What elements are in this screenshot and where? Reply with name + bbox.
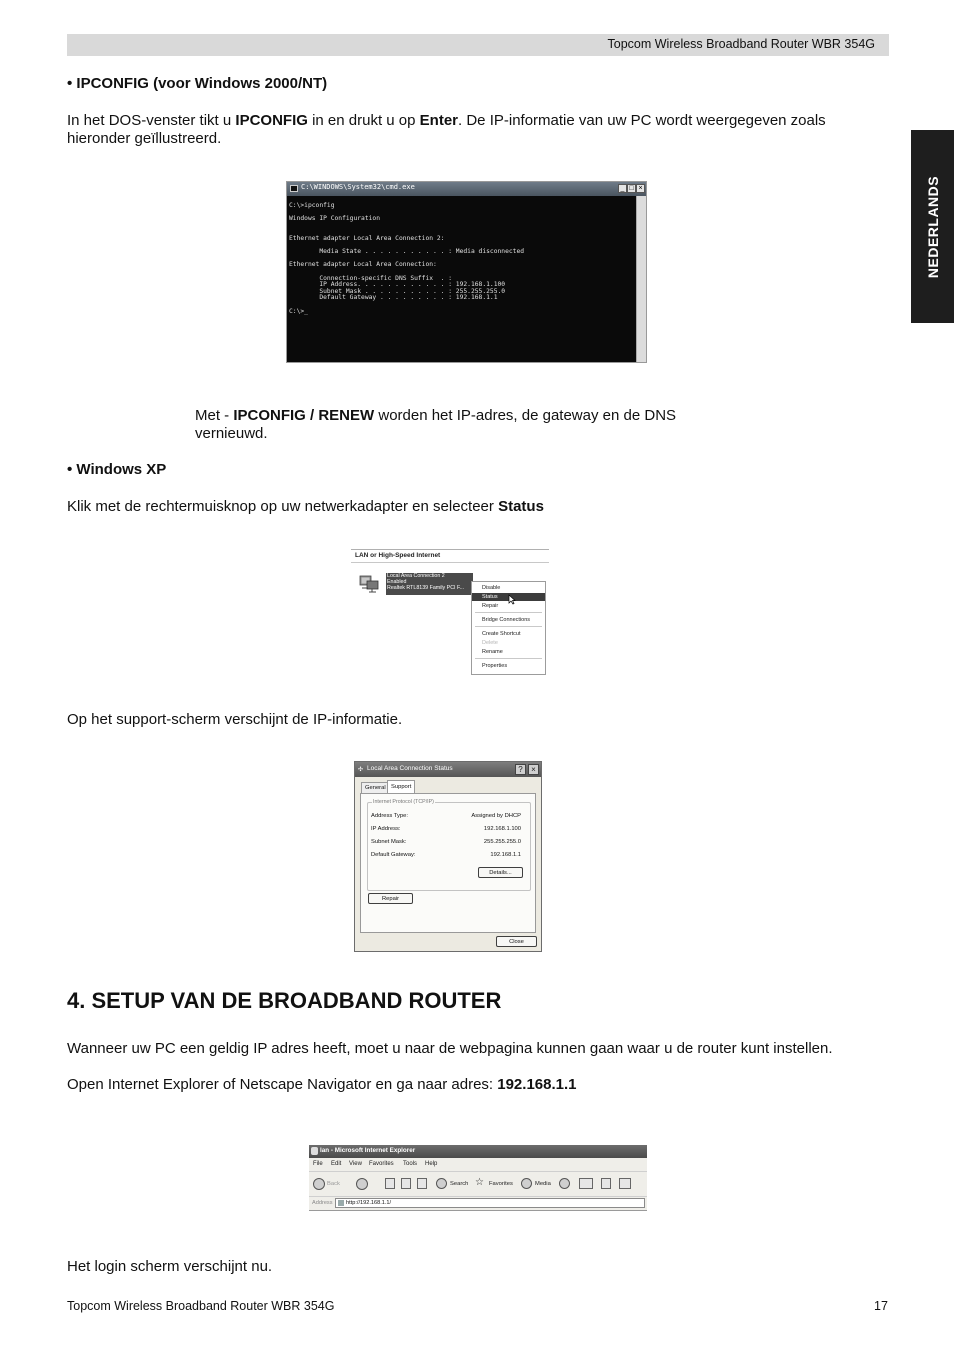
renew-text-2: worden het IP-adres, de gateway en de DNS vernieuwd. (195, 407, 677, 442)
xp-status-word: Status (498, 498, 544, 515)
setup-text: Open Internet Explorer of Netscape Navigator en ga naar adres: (67, 1076, 498, 1093)
menu-item-repair[interactable]: Repair (482, 603, 499, 609)
row-label: Address Type: (371, 813, 408, 819)
footer-title: Topcom Wireless Broadband Router WBR 354G (67, 1299, 335, 1313)
tab-general[interactable]: General (361, 782, 390, 794)
internet-explorer-screenshot (309, 1145, 647, 1211)
row-label: Default Gateway: (371, 852, 416, 858)
page-icon (338, 1200, 344, 1206)
renew-note (195, 407, 725, 443)
cmd-title-text: C:\WINDOWS\System32\cmd.exe (301, 183, 415, 191)
menu-item-delete: Delete (482, 640, 498, 646)
back-icon[interactable] (313, 1178, 325, 1190)
edit-page-icon[interactable] (619, 1178, 631, 1189)
connection-status-dialog (354, 761, 542, 952)
menu-edit[interactable]: Edit (331, 1161, 342, 1167)
page-header (67, 34, 889, 56)
cmd-title-bar (287, 182, 646, 196)
close-button[interactable]: Close (496, 936, 537, 947)
address-input[interactable] (335, 1198, 645, 1208)
setup-paragraph-2 (67, 1076, 577, 1094)
cmd-output: C:\>ipconfig Windows IP Configuration Ethernet adapter Local Area Connection 2: Media State . . . . . . . . . . . : Media disconnected Ethernet adapter Local Area Connection: Connection-specific DNS Suffix . : IP Address. . . . . . . . . . . . : 192.168.1.100 Subnet Mask . . . . . . . . . . . : 255.255.255.0 Default Gateway . . . . . . . . . : 192.168.1.1 C:\>_ (289, 202, 525, 315)
menu-separator (475, 626, 542, 627)
menu-item-bridge-connections[interactable]: Bridge Connections (482, 617, 531, 623)
adapter-state: Enabled (387, 579, 407, 586)
dialog-title: Local Area Connection Status (367, 765, 453, 772)
ipconfig-text-2: in en drukt u op (307, 112, 420, 129)
ipconfig-command: IPCONFIG (235, 112, 308, 129)
ie-title-bar (309, 1145, 647, 1158)
help-icon[interactable]: ? (515, 764, 526, 775)
home-icon[interactable] (417, 1178, 427, 1189)
menu-item-rename[interactable]: Rename (482, 649, 503, 655)
support-panel (360, 793, 536, 933)
renew-text-1: Met - (195, 407, 234, 424)
close-icon[interactable]: × (528, 764, 539, 775)
menu-item-disable[interactable]: Disable (482, 585, 501, 591)
repair-button[interactable]: Repair (368, 893, 413, 904)
ie-page-icon (311, 1147, 318, 1155)
row-label: IP Address: (371, 826, 401, 832)
search-label[interactable]: Search (450, 1181, 469, 1187)
forward-icon[interactable] (356, 1178, 368, 1190)
header-title: Topcom Wireless Broadband Router WBR 354G (607, 37, 875, 51)
menu-file[interactable]: File (313, 1161, 323, 1167)
menu-help[interactable]: Help (425, 1161, 438, 1167)
menu-tools[interactable]: Tools (403, 1161, 418, 1167)
support-paragraph: Op het support-scherm verschijnt de IP-informatie. (67, 711, 403, 728)
menu-separator (475, 612, 542, 613)
login-paragraph: Het login scherm verschijnt nu. (67, 1258, 273, 1275)
address-label: Address (312, 1200, 333, 1206)
print-icon[interactable] (601, 1178, 611, 1189)
xp-text-1: Klik met de rechtermuisknop op uw netwerkadapter en selecteer (67, 498, 499, 515)
row-value: 192.168.1.100 (483, 826, 521, 832)
cmd-scrollbar[interactable] (636, 196, 646, 362)
dialog-title-bar (355, 762, 541, 777)
ipconfig-heading: • IPCONFIG (voor Windows 2000/NT) (67, 75, 328, 92)
page-number: 17 (874, 1299, 888, 1313)
selected-adapter[interactable] (386, 573, 473, 595)
mouse-cursor-icon (508, 594, 516, 605)
network-group-header: LAN or High-Speed Internet (355, 552, 441, 559)
row-value: 192.168.1.1 (490, 852, 521, 858)
adapter-device: Realtek RTL8139 Family PCI F... (387, 585, 465, 592)
maximize-icon[interactable]: □ (627, 184, 636, 193)
network-adapter-icon (358, 573, 380, 593)
windows-xp-paragraph (67, 498, 544, 516)
setup-paragraph-1: Wanneer uw PC een geldig IP adres heeft, moet u naar de webpagina kunnen gaan waar u de router kunt instellen. (67, 1040, 833, 1057)
ie-toolbar (309, 1171, 647, 1196)
mail-icon[interactable] (579, 1178, 593, 1189)
row-value: Assigned by DHCP (471, 813, 521, 819)
language-tab-label: NEDERLANDS (924, 175, 941, 278)
network-icon: ✣ (358, 767, 364, 773)
ipconfig-text-1: In het DOS-venster tikt u (67, 112, 236, 129)
tab-support[interactable]: Support (387, 780, 415, 794)
favorites-icon[interactable]: ☆ (475, 1177, 484, 1188)
stop-icon[interactable] (385, 1178, 395, 1189)
refresh-icon[interactable] (401, 1178, 411, 1189)
renew-command: IPCONFIG / RENEW (233, 407, 375, 424)
adapter-name: Local Area Connection 2 (387, 573, 445, 579)
menu-item-status[interactable]: Status (472, 593, 545, 601)
cmd-icon (290, 185, 298, 192)
details-button[interactable]: Details... (478, 867, 523, 878)
minimize-icon[interactable]: _ (618, 184, 627, 193)
ipconfig-paragraph (67, 112, 889, 148)
row-label: Subnet Mask: (371, 839, 407, 845)
divider (351, 562, 549, 563)
setup-heading: 4. SETUP VAN DE BROADBAND ROUTER (67, 988, 502, 1013)
search-icon[interactable] (436, 1178, 447, 1189)
router-address: 192.168.1.1 (497, 1076, 577, 1093)
language-tab (911, 130, 954, 323)
back-label: Back (327, 1181, 340, 1187)
media-label[interactable]: Media (535, 1181, 551, 1187)
context-menu-screenshot (351, 549, 549, 676)
menu-separator (475, 658, 542, 659)
divider (351, 549, 549, 550)
enter-key: Enter (419, 112, 459, 129)
favorites-label[interactable]: Favorites (489, 1181, 513, 1187)
row-value: 255.255.255.0 (483, 839, 521, 845)
windows-xp-heading: • Windows XP (67, 461, 167, 478)
menu-item-create-shortcut[interactable]: Create Shortcut (482, 631, 521, 637)
menu-favorites[interactable]: Favorites (369, 1161, 394, 1167)
menu-item-properties[interactable]: Properties (482, 663, 508, 669)
ie-address-bar (309, 1196, 647, 1210)
tcpip-group-label: Internet Protocol (TCP/IP) (373, 799, 434, 805)
close-icon[interactable]: × (636, 184, 645, 193)
cmd-window-screenshot (286, 181, 647, 363)
ie-title: lan - Microsoft Internet Explorer (320, 1147, 416, 1154)
menu-view[interactable]: View (349, 1161, 362, 1167)
ipconfig-text-3: . De IP-informatie van uw PC wordt weergegeven zoals hieronder geïllustreerd. (67, 112, 826, 147)
media-icon[interactable] (521, 1178, 532, 1189)
address-value: http://192.168.1.1/ (346, 1200, 392, 1206)
history-icon[interactable] (559, 1178, 570, 1189)
